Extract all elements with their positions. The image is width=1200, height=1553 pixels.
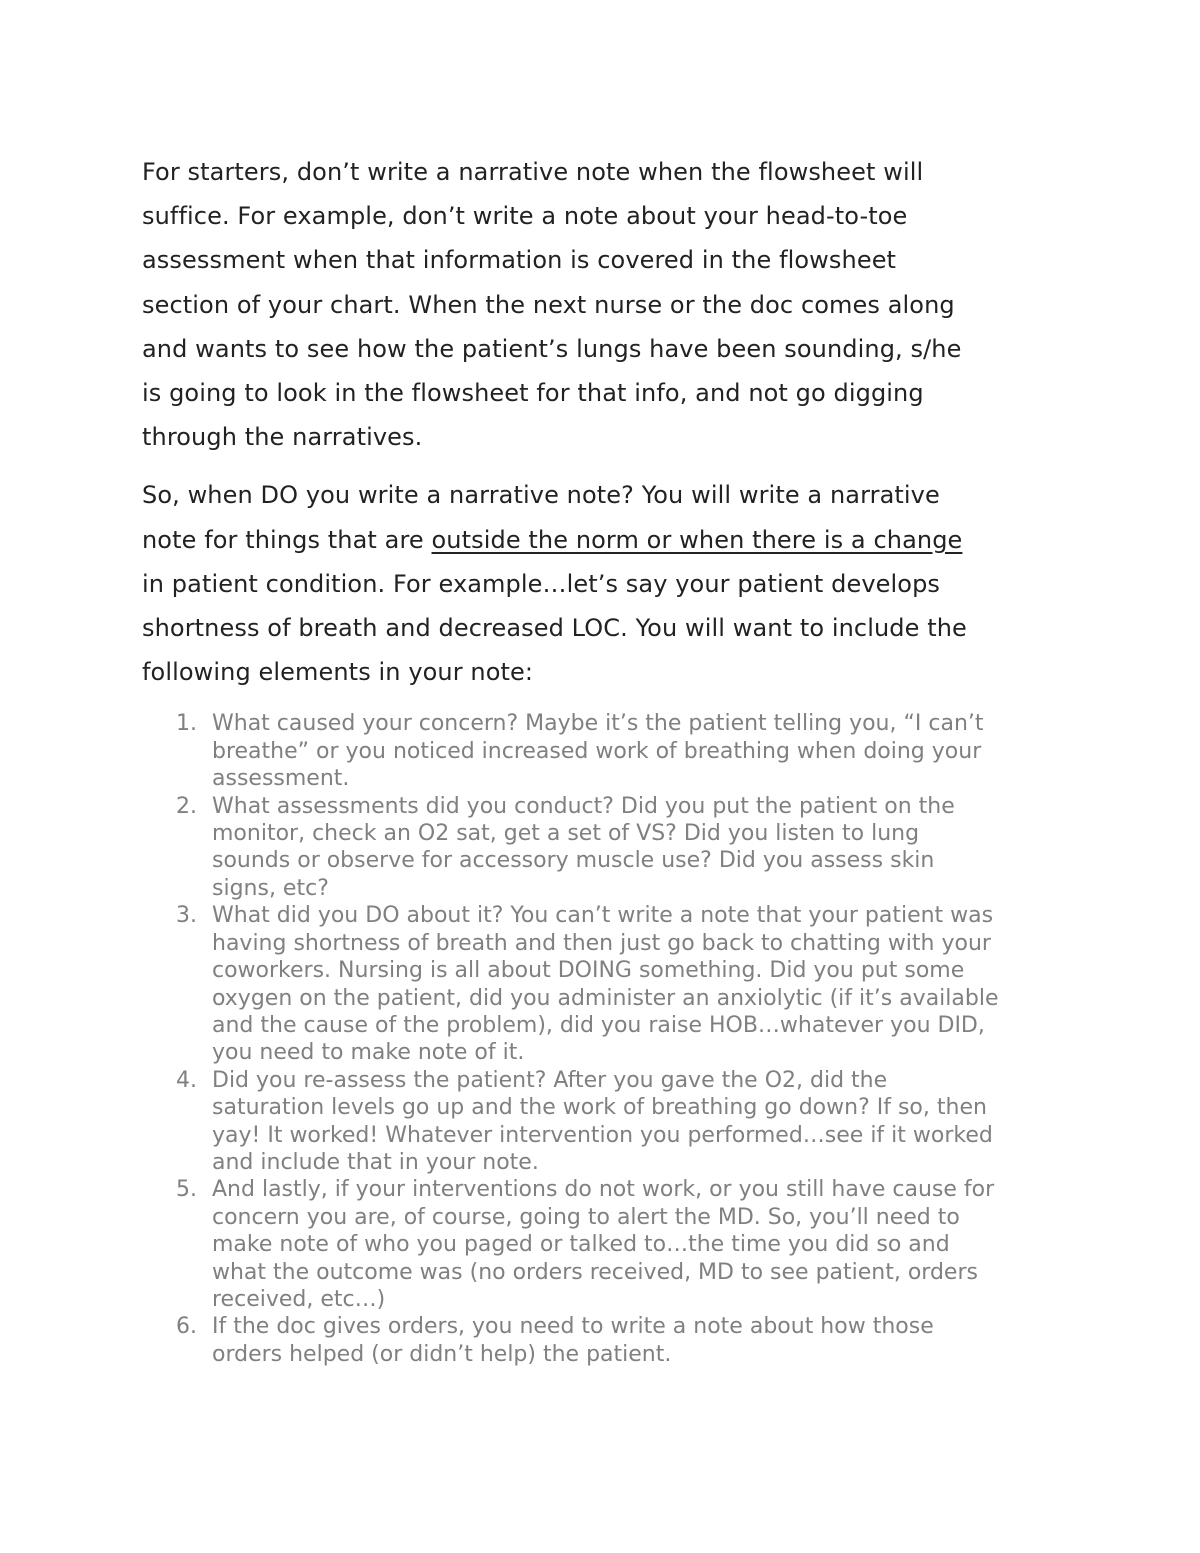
paragraph-line: in patient condition. For example…let’s say your patient develops [142, 569, 941, 598]
list-line: Did you re-assess the patient? After you gave the O2, did the [212, 1067, 888, 1093]
list-item [142, 793, 1072, 903]
list-number: 2. [176, 793, 197, 819]
list-line: received, etc…) [212, 1286, 386, 1312]
list-line: sounds or observe for accessory muscle use? Did you assess skin [212, 848, 935, 874]
paragraph-line: assessment when that information is covered in the flowsheet [142, 246, 897, 275]
list-item-text [212, 710, 1072, 792]
list-line: make note of who you paged or talked to…the time you did so and [212, 1232, 950, 1258]
when-to-write-paragraph [142, 473, 1072, 694]
paragraph-line: section of your chart. When the next nurse or the doc comes along [142, 290, 955, 319]
list-line: oxygen on the patient, did you administer an anxiolytic (if it’s available [212, 985, 999, 1011]
list-number: 5. [176, 1177, 197, 1203]
paragraph-line: through the narratives. [142, 423, 423, 452]
list-item [142, 902, 1072, 1066]
paragraph-line: suffice. For example, don’t write a note about your head-to-toe [142, 202, 908, 231]
list-line: saturation levels go up and the work of breathing go down? If so, then [212, 1095, 987, 1121]
list-line: If the doc gives orders, you need to write a note about how those [212, 1314, 934, 1340]
list-item [142, 710, 1072, 792]
list-line: and the cause of the problem), did you raise HOB…whatever you DID, [212, 1012, 985, 1038]
document-body [142, 150, 1072, 1368]
list-item-text [212, 1176, 1072, 1313]
list-item-text [212, 793, 1072, 903]
list-line: What assessments did you conduct? Did you put the patient on the [212, 793, 955, 819]
list-line: What caused your concern? Maybe it’s the patient telling you, “I can’t [212, 711, 984, 737]
paragraph-line: and wants to see how the patient’s lungs have been sounding, s/he [142, 334, 962, 363]
paragraph-line: shortness of breath and decreased LOC. You will want to include the [142, 614, 967, 643]
list-line: concern you are, of course, going to alert the MD. So, you’ll need to [212, 1204, 960, 1230]
underlined-emphasis: outside the norm or when there is a change [431, 525, 963, 554]
list-item [142, 1067, 1072, 1177]
list-number: 1. [176, 711, 197, 737]
list-line: monitor, check an O2 sat, get a set of VS? Did you listen to lung [212, 821, 920, 847]
list-line: what the outcome was (no orders received, MD to see patient, orders [212, 1259, 978, 1285]
list-line: What did you DO about it? You can’t write a note that your patient was [212, 903, 994, 929]
paragraph-line: For starters, don’t write a narrative note when the flowsheet will [142, 158, 924, 186]
list-number: 4. [176, 1067, 197, 1093]
paragraph-line: is going to look in the flowsheet for that info, and not go digging [142, 379, 924, 408]
list-item [142, 1313, 1072, 1368]
list-line: breathe” or you noticed increased work of breathing when doing your [212, 738, 982, 764]
list-item-text [212, 1067, 1072, 1177]
intro-paragraph [142, 150, 1072, 459]
list-line: having shortness of breath and then just go back to chatting with your [212, 930, 991, 956]
list-line: yay! It worked! Whatever intervention you performed…see if it worked [212, 1122, 993, 1148]
list-line: And lastly, if your interventions do not work, or you still have cause for [212, 1177, 995, 1203]
list-line: you need to make note of it. [212, 1040, 525, 1066]
paragraph-line: following elements in your note: [142, 658, 534, 687]
list-item [142, 1176, 1072, 1313]
list-line: coworkers. Nursing is all about DOING something. Did you put some [212, 958, 965, 984]
list-item-text [212, 1313, 1072, 1368]
list-number: 3. [176, 903, 197, 929]
list-number: 6. [176, 1314, 197, 1340]
list-item-text [212, 902, 1072, 1066]
list-line: and include that in your note. [212, 1149, 539, 1175]
list-line: signs, etc? [212, 875, 329, 901]
paragraph-text: note for things that are [142, 525, 432, 554]
list-line: orders helped (or didn’t help) the patient. [212, 1341, 672, 1367]
list-line: assessment. [212, 766, 350, 792]
note-elements-list [142, 710, 1072, 1368]
paragraph-line: So, when DO you write a narrative note? You will write a narrative [142, 481, 940, 510]
paragraph-line [142, 518, 1072, 562]
